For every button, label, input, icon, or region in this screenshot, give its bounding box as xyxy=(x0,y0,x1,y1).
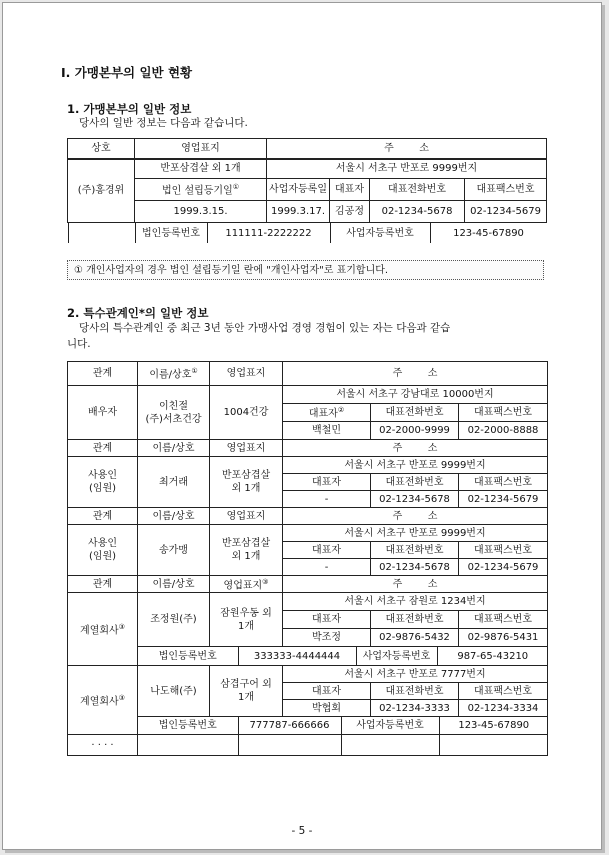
header2-mark: 영업표지 xyxy=(210,440,283,457)
value-rep-phone: 02-1234-5678 xyxy=(370,201,465,223)
row5-label-fax: 대표팩스번호 xyxy=(459,683,548,700)
row5-fax: 02-1234-3334 xyxy=(459,700,548,717)
value-rep: 김공정 xyxy=(330,201,370,223)
row4-address: 서울시 서초구 잠원로 1234번지 xyxy=(283,593,548,611)
empty-cell xyxy=(439,735,548,755)
row4-label-biz-no: 사업자등록번호 xyxy=(356,647,437,665)
row2-relation: 사용인 (임원) xyxy=(68,457,138,508)
row4-biz-no: 987-65-43210 xyxy=(457,650,529,662)
row2-address: 서울시 서초구 반포로 9999번지 xyxy=(283,457,548,474)
row5-phone: 02-1234-3333 xyxy=(371,700,459,717)
value-rep-fax: 02-1234-5679 xyxy=(465,201,547,223)
row2-label-fax: 대표팩스번호 xyxy=(459,474,548,491)
subsection-2-title: 2. 특수관계인*의 일반 정보 xyxy=(67,306,209,320)
row5-name: 나도해(주) xyxy=(138,666,210,717)
row5-mark: 삼겹구어 외 1개 xyxy=(210,666,283,717)
row5-label-biz-no: 사업자등록번호 xyxy=(341,717,439,734)
row5-address: 서울시 서초구 반포로 7777번지 xyxy=(283,666,548,683)
company-address: 서울시 서초구 반포로 9999번지 xyxy=(267,159,547,179)
header-address: 주 소 xyxy=(283,362,548,386)
row1-fax: 02-2000-8888 xyxy=(459,422,548,440)
header2-name: 이름/상호 xyxy=(138,440,210,457)
value-corp-date: 1999.3.15. xyxy=(135,201,267,223)
header-name: 이름/상호① xyxy=(138,362,210,386)
row4-label-fax: 대표팩스번호 xyxy=(459,611,548,629)
row3-label-phone: 대표전화번호 xyxy=(371,542,459,559)
header-company: 상호 xyxy=(68,139,135,159)
row3-label-fax: 대표팩스번호 xyxy=(459,542,548,559)
row5-relation: 계열회사③ xyxy=(68,666,138,735)
row4-name: 조정원(주) xyxy=(138,593,210,647)
row5-rep: 박협회 xyxy=(283,700,371,717)
header-relation: 관계 xyxy=(68,362,138,386)
header4-relation: 관계 xyxy=(68,576,138,593)
header-address: 주 소 xyxy=(267,139,547,159)
subsection-1-intro: 당사의 일반 정보는 다음과 같습니다. xyxy=(79,117,248,129)
label-rep-fax: 대표팩스번호 xyxy=(465,179,547,201)
label-biz-no: 사업자등록번호 xyxy=(330,223,430,243)
row5-label-phone: 대표전화번호 xyxy=(371,683,459,700)
row4-label-rep: 대표자 xyxy=(283,611,371,629)
row1-mark: 1004건강 xyxy=(210,386,283,440)
company-name: (주)홍경위 xyxy=(68,159,135,223)
value-biz-reg-date: 1999.3.17. xyxy=(267,201,330,223)
row3-label-rep: 대표자 xyxy=(283,542,371,559)
row4-fax: 02-9876-5431 xyxy=(459,629,548,647)
header-business-mark: 영업표지 xyxy=(135,139,267,159)
related-party-table xyxy=(67,361,548,756)
header4-mark: 영업표지③ xyxy=(210,576,283,593)
subsection-2-intro-line2: 니다. xyxy=(67,338,91,350)
header-mark: 영업표지 xyxy=(210,362,283,386)
subsection-1-title: 1. 가맹본부의 일반 정보 xyxy=(67,102,192,116)
general-info-table xyxy=(67,138,547,243)
row1-phone: 02-2000-9999 xyxy=(371,422,459,440)
header3-address: 주 소 xyxy=(283,508,548,525)
row1-name: 이친절 (주)서초건강 xyxy=(138,386,210,440)
row4-mark: 잠원우동 외 1개 xyxy=(210,593,283,647)
row4-label-phone: 대표전화번호 xyxy=(371,611,459,629)
row1-label-fax: 대표팩스번호 xyxy=(459,404,548,422)
value-corp-no: 111111-2222222 xyxy=(207,223,330,243)
header3-mark: 영업표지 xyxy=(210,508,283,525)
row1-rep: 백철민 xyxy=(283,422,371,440)
row5-biz-no: 123-45-67890 xyxy=(458,720,530,732)
label-biz-reg-date: 사업자등록일 xyxy=(267,179,330,201)
label-corp-date: 법인 설립등기일① xyxy=(135,179,267,201)
label-rep-phone: 대표전화번호 xyxy=(370,179,465,201)
row4-rep: 박조정 xyxy=(283,629,371,647)
label-corp-no: 법인등록번호 xyxy=(135,223,207,243)
row1-label-phone: 대표전화번호 xyxy=(371,404,459,422)
row2-rep: - xyxy=(283,491,371,508)
row2-phone: 02-1234-5678 xyxy=(371,491,459,508)
row5-corp-no: 777787-666666 xyxy=(238,717,341,734)
row2-mark: 반포삼겹살 외 1개 xyxy=(210,457,283,508)
value-biz-no: 123-45-67890 xyxy=(430,223,547,243)
header2-relation: 관계 xyxy=(68,440,138,457)
row1-address: 서울시 서초구 강남대로 10000번지 xyxy=(283,386,548,404)
label-rep: 대표자 xyxy=(330,179,370,201)
row3-phone: 02-1234-5678 xyxy=(371,559,459,576)
business-mark: 반포삼겹살 외 1개 xyxy=(135,159,267,179)
footnote-box: ① 개인사업자의 경우 법인 설립등기일 란에 "개인사업자"로 표기합니다. xyxy=(67,260,544,280)
section-title: Ⅰ. 가맹본부의 일반 현황 xyxy=(61,65,193,80)
row3-fax: 02-1234-5679 xyxy=(459,559,548,576)
row4-relation: 계열회사③ xyxy=(68,593,138,666)
empty-cell xyxy=(238,735,341,755)
row2-fax: 02-1234-5679 xyxy=(459,491,548,508)
header3-relation: 관계 xyxy=(68,508,138,525)
page-number: - 5 - xyxy=(291,825,313,837)
row2-label-rep: 대표자 xyxy=(283,474,371,491)
ellipsis-cell: · · · · xyxy=(68,735,138,756)
row3-address: 서울시 서초구 반포로 9999번지 xyxy=(283,525,548,542)
document-page xyxy=(2,2,602,850)
row3-relation: 사용인 (임원) xyxy=(68,525,138,576)
row3-mark: 반포삼겹살 외 1개 xyxy=(210,525,283,576)
row3-rep: - xyxy=(283,559,371,576)
header2-address: 주 소 xyxy=(283,440,548,457)
row2-label-phone: 대표전화번호 xyxy=(371,474,459,491)
row4-phone: 02-9876-5432 xyxy=(371,629,459,647)
row1-relation: 배우자 xyxy=(68,386,138,440)
row4-label-corp-no: 법인등록번호 xyxy=(138,647,238,665)
row2-name: 최거래 xyxy=(138,457,210,508)
row5-label-corp-no: 법인등록번호 xyxy=(138,717,238,734)
row5-label-rep: 대표자 xyxy=(283,683,371,700)
row4-corp-no: 333333-4444444 xyxy=(238,647,356,665)
header3-name: 이름/상호 xyxy=(138,508,210,525)
subsection-2-intro-line1: 당사의 특수관계인 중 최근 3년 동안 가맹사업 경영 경험이 있는 자는 다음과 같습 xyxy=(79,322,451,334)
header4-address: 주 소 xyxy=(283,576,548,593)
empty-cell xyxy=(138,735,238,755)
row3-name: 송가맹 xyxy=(138,525,210,576)
header4-name: 이름/상호 xyxy=(138,576,210,593)
empty-cell xyxy=(341,735,439,755)
row1-label-rep: 대표자② xyxy=(283,404,371,422)
